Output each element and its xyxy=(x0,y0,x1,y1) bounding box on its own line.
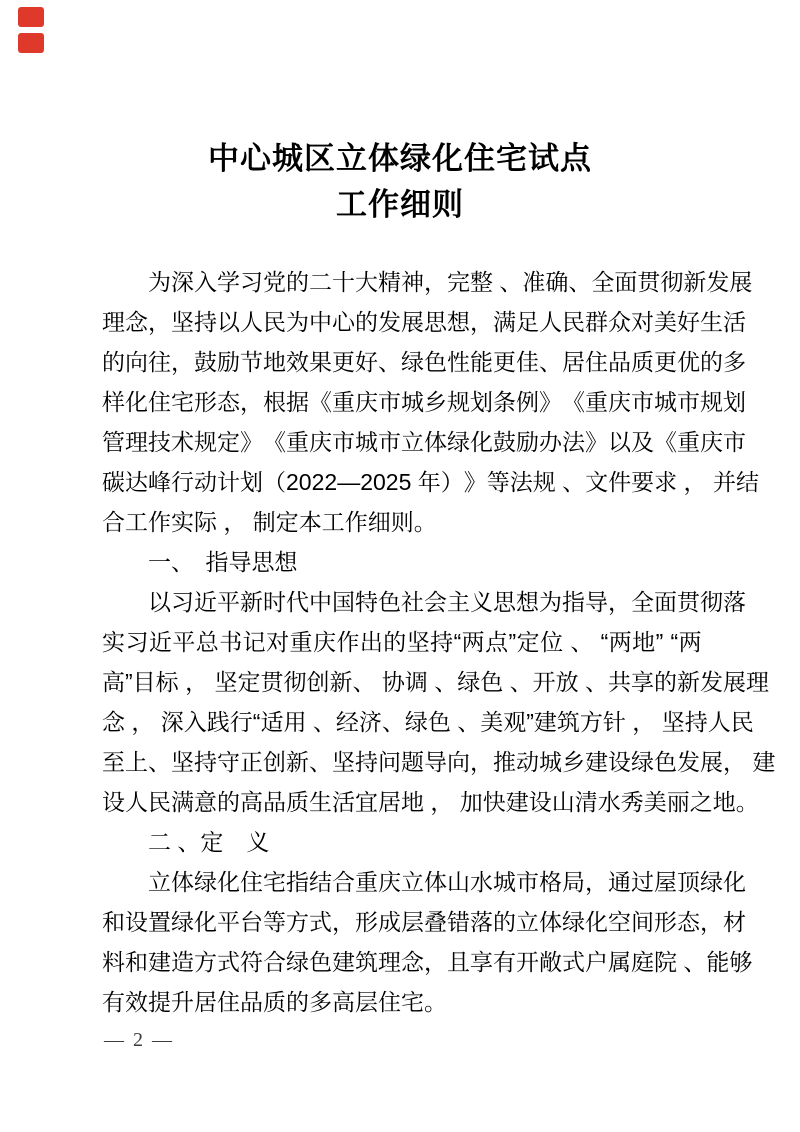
paragraph-line: 管 理 技 术 规 定 》 《 重 庆 市 城 市 立 体 绿 化 鼓 励 办 法 》 以 及 《 重 庆 市 xyxy=(102,429,746,455)
document-title xyxy=(0,136,800,228)
red-mark-bottom xyxy=(18,33,44,53)
paragraph-line: 实 习 近 平 总 书 记 对 重 庆 作 出 的 坚 持 “ 两 点 ” 定 位 、 “ 两 地 ” “ 两 xyxy=(102,629,702,655)
document-body xyxy=(102,262,776,1022)
section-heading-definition: 二 、定 义 xyxy=(148,829,270,855)
red-mark-top xyxy=(18,7,44,27)
paragraph-line: 料 和 建 造 方 式 符 合 绿 色 建 筑 理 念 ， 且 享 有 开 敞 式 户 属 庭 院 、 能 够 xyxy=(102,949,753,975)
paragraph-line: 高 ” 目 标 ， 坚 定 贯 彻 创 新 、 协 调 、 绿 色 、 开 放 、 共 享 的 新 发 展 理 xyxy=(102,669,770,695)
paragraph-line: 至 上 、 坚 持 守 正 创 新 、 坚 持 问 题 导 向 ， 推 动 城 乡 建 设 绿 色 发 展 ， 建 xyxy=(102,749,776,775)
section-heading-guiding-ideology: 一、 指导思想 xyxy=(148,549,298,575)
paragraph-line: 为 深 入 学 习 党 的 二 十 大 精 神 ， 完 整 、 准 确 、 全 面 贯 彻 新 发 展 xyxy=(148,269,753,295)
paragraph-line: 立 体 绿 化 住 宅 指 结 合 重 庆 立 体 山 水 城 市 格 局 ， 通 过 屋 顶 绿 化 xyxy=(148,869,746,895)
paragraph-line: 的 向 往 ， 鼓 励 节 地 效 果 更 好 、 绿 色 性 能 更 佳 、 居 住 品 质 更 优 的 多 xyxy=(102,349,746,375)
paragraph-line: 碳 达 峰 行 动 计 划 （ 2 0 2 2 — 2 0 2 5 年 ） 》 等 法 规 、 文 件 要 求 ， 并 结 xyxy=(102,469,759,495)
paragraph-line: 样 化 住 宅 形 态 ， 根 据 《 重 庆 市 城 乡 规 划 条 例 》 《 重 庆 市 城 市 规 划 xyxy=(102,389,746,415)
paragraph-line: 理 念 ， 坚 持 以 人 民 为 中 心 的 发 展 思 想 ， 满 足 人 民 群 众 对 美 好 生 活 xyxy=(102,309,746,335)
paragraph-line: 以 习 近 平 新 时 代 中 国 特 色 社 会 主 义 思 想 为 指 导 ， 全 面 贯 彻 落 xyxy=(148,589,746,615)
paragraph-line: 合工作实际 ， 制定本工作细则。 xyxy=(102,509,437,535)
paragraph-line: 设人民满意的高品质生活宜居地 ， 加快建设山清水秀美丽之地。 xyxy=(102,789,759,815)
paragraph-line: 有效提升居住品质的多高层住宅。 xyxy=(102,989,447,1015)
title-line-1: 中心城区立体绿化住宅试点 xyxy=(208,141,592,176)
paragraph-line: 念 ， 深 入 践 行 “ 适 用 、 经 济 、 绿 色 、 美 观 ” 建 筑 方 针 ， 坚 持 人 民 xyxy=(102,709,754,735)
paragraph-line: 和 设 置 绿 化 平 台 等 方 式 ， 形 成 层 叠 错 落 的 立 体 绿 化 空 间 形 态 ， 材 xyxy=(102,909,746,935)
page-number: — 2 — xyxy=(104,1029,174,1051)
title-line-2: 工作细则 xyxy=(336,187,464,222)
